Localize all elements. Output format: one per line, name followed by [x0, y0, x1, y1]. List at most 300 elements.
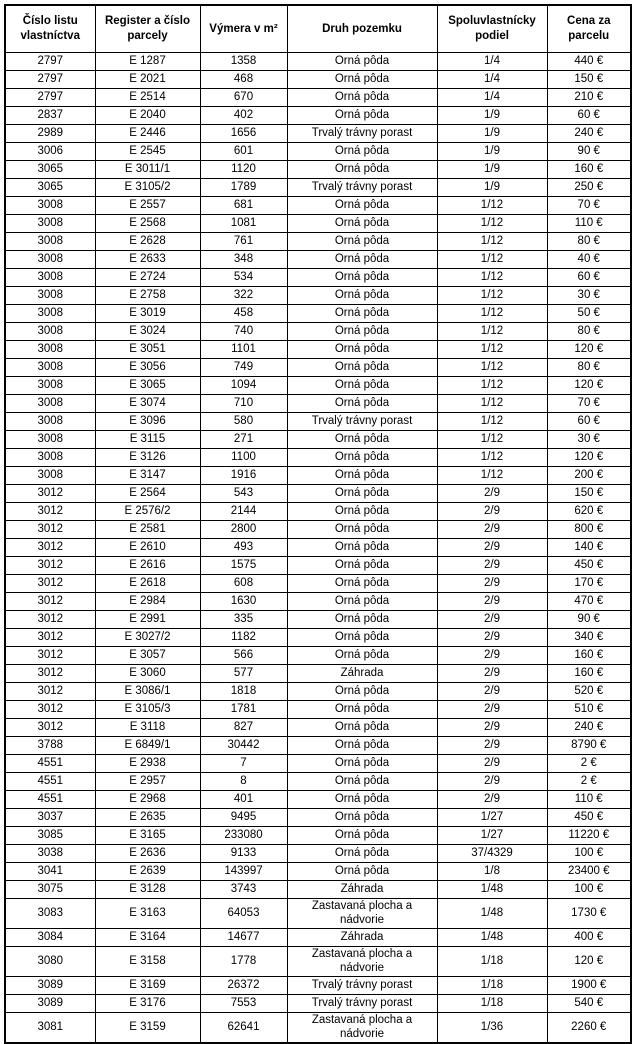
- table-row: [5, 947, 631, 977]
- cell-share: 1/8: [437, 863, 547, 881]
- cell-parcel: E 3057: [95, 647, 200, 665]
- cell-share: 1/9: [437, 179, 547, 197]
- cell-share: 37/4329: [437, 845, 547, 863]
- cell-price: 160 €: [547, 665, 631, 683]
- cell-parcel: E 2446: [95, 125, 200, 143]
- cell-lv: 3012: [5, 701, 95, 719]
- cell-parcel: E 2639: [95, 863, 200, 881]
- cell-share: 1/12: [437, 197, 547, 215]
- cell-land_type: Trvalý trávny porast: [287, 995, 437, 1013]
- table-row: [5, 881, 631, 899]
- table-row: [5, 125, 631, 143]
- cell-parcel: E 3115: [95, 431, 200, 449]
- cell-parcel: E 3105/3: [95, 701, 200, 719]
- cell-price: 150 €: [547, 485, 631, 503]
- cell-parcel: E 2957: [95, 773, 200, 791]
- cell-lv: 3008: [5, 341, 95, 359]
- cell-share: 1/18: [437, 977, 547, 995]
- cell-price: 40 €: [547, 251, 631, 269]
- cell-share: 2/9: [437, 557, 547, 575]
- table-row: [5, 647, 631, 665]
- cell-parcel: E 3065: [95, 377, 200, 395]
- cell-area: 62641: [200, 1013, 287, 1044]
- table-row: [5, 827, 631, 845]
- cell-share: 2/9: [437, 773, 547, 791]
- cell-price: 70 €: [547, 197, 631, 215]
- cell-share: 1/18: [437, 947, 547, 977]
- cell-price: 30 €: [547, 431, 631, 449]
- cell-lv: 3012: [5, 665, 95, 683]
- cell-price: 8790 €: [547, 737, 631, 755]
- cell-share: 2/9: [437, 611, 547, 629]
- cell-price: 120 €: [547, 377, 631, 395]
- cell-lv: 3008: [5, 287, 95, 305]
- cell-area: 26372: [200, 977, 287, 995]
- cell-land_type: Orná pôda: [287, 701, 437, 719]
- cell-land_type: Orná pôda: [287, 143, 437, 161]
- cell-price: 150 €: [547, 71, 631, 89]
- cell-share: 2/9: [437, 665, 547, 683]
- table-row: [5, 521, 631, 539]
- cell-parcel: E 3163: [95, 899, 200, 929]
- cell-land_type: Orná pôda: [287, 251, 437, 269]
- cell-share: 1/12: [437, 467, 547, 485]
- cell-area: 30442: [200, 737, 287, 755]
- table-row: [5, 845, 631, 863]
- cell-lv: 3012: [5, 719, 95, 737]
- cell-land_type: Trvalý trávny porast: [287, 125, 437, 143]
- cell-price: 160 €: [547, 161, 631, 179]
- cell-parcel: E 2984: [95, 593, 200, 611]
- cell-land_type: Orná pôda: [287, 593, 437, 611]
- cell-share: 1/4: [437, 71, 547, 89]
- cell-share: 1/12: [437, 287, 547, 305]
- cell-lv: 3012: [5, 539, 95, 557]
- cell-parcel: E 2610: [95, 539, 200, 557]
- cell-price: 60 €: [547, 107, 631, 125]
- table-row: [5, 683, 631, 701]
- table-row: [5, 665, 631, 683]
- table-row: [5, 611, 631, 629]
- cell-parcel: E 2968: [95, 791, 200, 809]
- cell-land_type: Orná pôda: [287, 539, 437, 557]
- cell-lv: 3085: [5, 827, 95, 845]
- cell-parcel: E 2568: [95, 215, 200, 233]
- cell-land_type: Orná pôda: [287, 521, 437, 539]
- cell-area: 1630: [200, 593, 287, 611]
- table-row: [5, 773, 631, 791]
- cell-lv: 4551: [5, 791, 95, 809]
- cell-land_type: Zastavaná plocha a nádvorie: [287, 1013, 437, 1044]
- table-row: [5, 323, 631, 341]
- table-row: [5, 701, 631, 719]
- cell-parcel: E 2545: [95, 143, 200, 161]
- cell-lv: 3012: [5, 503, 95, 521]
- cell-lv: 3012: [5, 611, 95, 629]
- cell-area: 1101: [200, 341, 287, 359]
- cell-price: 50 €: [547, 305, 631, 323]
- cell-land_type: Orná pôda: [287, 287, 437, 305]
- cell-lv: 3012: [5, 629, 95, 647]
- cell-parcel: E 3126: [95, 449, 200, 467]
- cell-parcel: E 2724: [95, 269, 200, 287]
- cell-lv: 3081: [5, 1013, 95, 1044]
- cell-parcel: E 3165: [95, 827, 200, 845]
- cell-share: 1/27: [437, 809, 547, 827]
- cell-land_type: Orná pôda: [287, 233, 437, 251]
- cell-parcel: E 2021: [95, 71, 200, 89]
- cell-price: 510 €: [547, 701, 631, 719]
- cell-price: 800 €: [547, 521, 631, 539]
- cell-land_type: Orná pôda: [287, 557, 437, 575]
- cell-parcel: E 2581: [95, 521, 200, 539]
- cell-land_type: Orná pôda: [287, 269, 437, 287]
- cell-land_type: Orná pôda: [287, 161, 437, 179]
- cell-share: 1/12: [437, 395, 547, 413]
- cell-area: 577: [200, 665, 287, 683]
- cell-parcel: E 2633: [95, 251, 200, 269]
- table-row: [5, 359, 631, 377]
- cell-area: 2800: [200, 521, 287, 539]
- cell-area: 143997: [200, 863, 287, 881]
- cell-lv: 3008: [5, 359, 95, 377]
- table-row: [5, 89, 631, 107]
- cell-price: 540 €: [547, 995, 631, 1013]
- cell-parcel: E 3051: [95, 341, 200, 359]
- cell-area: 566: [200, 647, 287, 665]
- table-row: [5, 377, 631, 395]
- cell-lv: 3075: [5, 881, 95, 899]
- cell-land_type: Orná pôda: [287, 449, 437, 467]
- table-row: [5, 53, 631, 71]
- cell-share: 2/9: [437, 629, 547, 647]
- cell-parcel: E 2635: [95, 809, 200, 827]
- cell-parcel: E 2991: [95, 611, 200, 629]
- cell-share: 1/36: [437, 1013, 547, 1044]
- cell-lv: 3008: [5, 269, 95, 287]
- cell-lv: 3089: [5, 995, 95, 1013]
- cell-price: 340 €: [547, 629, 631, 647]
- cell-lv: 3008: [5, 215, 95, 233]
- cell-parcel: E 3128: [95, 881, 200, 899]
- cell-price: 170 €: [547, 575, 631, 593]
- cell-parcel: E 3060: [95, 665, 200, 683]
- column-header-price: Cena za parcelu: [547, 5, 631, 53]
- cell-lv: 3089: [5, 977, 95, 995]
- table-row: [5, 449, 631, 467]
- cell-area: 271: [200, 431, 287, 449]
- cell-price: 90 €: [547, 611, 631, 629]
- cell-area: 8: [200, 773, 287, 791]
- cell-area: 543: [200, 485, 287, 503]
- cell-parcel: E 3118: [95, 719, 200, 737]
- cell-area: 1781: [200, 701, 287, 719]
- table-row: [5, 863, 631, 881]
- cell-price: 440 €: [547, 53, 631, 71]
- cell-area: 14677: [200, 929, 287, 947]
- cell-land_type: Orná pôda: [287, 215, 437, 233]
- cell-area: 1575: [200, 557, 287, 575]
- cell-area: 827: [200, 719, 287, 737]
- cell-share: 1/48: [437, 899, 547, 929]
- cell-parcel: E 2564: [95, 485, 200, 503]
- table-row: [5, 791, 631, 809]
- cell-lv: 3065: [5, 161, 95, 179]
- cell-lv: 3008: [5, 305, 95, 323]
- cell-lv: 3008: [5, 251, 95, 269]
- cell-lv: 3788: [5, 737, 95, 755]
- cell-parcel: E 2514: [95, 89, 200, 107]
- cell-area: 458: [200, 305, 287, 323]
- cell-area: 580: [200, 413, 287, 431]
- cell-share: 2/9: [437, 701, 547, 719]
- table-row: [5, 755, 631, 773]
- cell-land_type: Orná pôda: [287, 737, 437, 755]
- table-row: [5, 593, 631, 611]
- cell-land_type: Orná pôda: [287, 611, 437, 629]
- cell-area: 681: [200, 197, 287, 215]
- cell-land_type: Orná pôda: [287, 197, 437, 215]
- cell-land_type: Orná pôda: [287, 809, 437, 827]
- table-row: [5, 809, 631, 827]
- cell-land_type: Orná pôda: [287, 629, 437, 647]
- cell-share: 1/9: [437, 143, 547, 161]
- cell-lv: 2837: [5, 107, 95, 125]
- cell-share: 2/9: [437, 485, 547, 503]
- table-row: [5, 269, 631, 287]
- table-row: [5, 71, 631, 89]
- cell-price: 450 €: [547, 809, 631, 827]
- table-row: [5, 197, 631, 215]
- cell-land_type: Orná pôda: [287, 503, 437, 521]
- table-row: [5, 899, 631, 929]
- cell-parcel: E 3147: [95, 467, 200, 485]
- cell-parcel: E 2616: [95, 557, 200, 575]
- cell-land_type: Orná pôda: [287, 719, 437, 737]
- cell-parcel: E 3159: [95, 1013, 200, 1044]
- cell-land_type: Orná pôda: [287, 341, 437, 359]
- cell-area: 1818: [200, 683, 287, 701]
- cell-area: 1120: [200, 161, 287, 179]
- cell-lv: 3008: [5, 395, 95, 413]
- cell-land_type: Orná pôda: [287, 89, 437, 107]
- cell-lv: 3008: [5, 323, 95, 341]
- cell-price: 80 €: [547, 233, 631, 251]
- cell-share: 1/12: [437, 413, 547, 431]
- column-header-parcel: Register a číslo parcely: [95, 5, 200, 53]
- cell-land_type: Orná pôda: [287, 107, 437, 125]
- cell-land_type: Orná pôda: [287, 575, 437, 593]
- cell-land_type: Orná pôda: [287, 827, 437, 845]
- cell-land_type: Orná pôda: [287, 647, 437, 665]
- table-row: [5, 503, 631, 521]
- table-row: [5, 413, 631, 431]
- cell-area: 2144: [200, 503, 287, 521]
- cell-price: 90 €: [547, 143, 631, 161]
- table-row: [5, 485, 631, 503]
- column-header-area: Výmera v m²: [200, 5, 287, 53]
- cell-land_type: Orná pôda: [287, 773, 437, 791]
- cell-price: 80 €: [547, 359, 631, 377]
- cell-lv: 3008: [5, 197, 95, 215]
- cell-lv: 3008: [5, 467, 95, 485]
- cell-price: 470 €: [547, 593, 631, 611]
- cell-share: 1/12: [437, 233, 547, 251]
- column-header-land_type: Druh pozemku: [287, 5, 437, 53]
- cell-price: 1730 €: [547, 899, 631, 929]
- cell-land_type: Orná pôda: [287, 431, 437, 449]
- cell-price: 200 €: [547, 467, 631, 485]
- cell-parcel: E 3027/2: [95, 629, 200, 647]
- cell-land_type: Orná pôda: [287, 377, 437, 395]
- cell-land_type: Orná pôda: [287, 323, 437, 341]
- cell-lv: 3008: [5, 431, 95, 449]
- cell-lv: 3080: [5, 947, 95, 977]
- cell-lv: 2989: [5, 125, 95, 143]
- cell-lv: 3008: [5, 413, 95, 431]
- cell-lv: 2797: [5, 89, 95, 107]
- cell-lv: 3012: [5, 683, 95, 701]
- cell-share: 2/9: [437, 539, 547, 557]
- cell-share: 1/18: [437, 995, 547, 1013]
- cell-share: 1/4: [437, 89, 547, 107]
- cell-area: 493: [200, 539, 287, 557]
- table-row: [5, 719, 631, 737]
- cell-area: 1778: [200, 947, 287, 977]
- cell-share: 2/9: [437, 503, 547, 521]
- cell-area: 534: [200, 269, 287, 287]
- cell-area: 710: [200, 395, 287, 413]
- cell-lv: 3041: [5, 863, 95, 881]
- cell-lv: 3012: [5, 485, 95, 503]
- table-row: [5, 215, 631, 233]
- cell-price: 620 €: [547, 503, 631, 521]
- cell-price: 30 €: [547, 287, 631, 305]
- cell-lv: 3008: [5, 449, 95, 467]
- cell-lv: 3038: [5, 845, 95, 863]
- cell-lv: 3008: [5, 377, 95, 395]
- cell-price: 1900 €: [547, 977, 631, 995]
- cell-area: 1094: [200, 377, 287, 395]
- cell-lv: 4551: [5, 755, 95, 773]
- cell-share: 2/9: [437, 719, 547, 737]
- cell-lv: 3008: [5, 233, 95, 251]
- cell-parcel: E 3096: [95, 413, 200, 431]
- cell-lv: 3012: [5, 593, 95, 611]
- cell-area: 468: [200, 71, 287, 89]
- table-row: [5, 737, 631, 755]
- cell-parcel: E 2636: [95, 845, 200, 863]
- table-row: [5, 977, 631, 995]
- cell-lv: 3006: [5, 143, 95, 161]
- cell-area: 1358: [200, 53, 287, 71]
- cell-area: 348: [200, 251, 287, 269]
- cell-lv: 4551: [5, 773, 95, 791]
- cell-price: 120 €: [547, 947, 631, 977]
- table-row: [5, 467, 631, 485]
- cell-price: 100 €: [547, 845, 631, 863]
- cell-lv: 2797: [5, 53, 95, 71]
- cell-area: 1789: [200, 179, 287, 197]
- cell-share: 1/12: [437, 431, 547, 449]
- table-row: [5, 341, 631, 359]
- cell-parcel: E 3011/1: [95, 161, 200, 179]
- cell-share: 2/9: [437, 755, 547, 773]
- cell-price: 400 €: [547, 929, 631, 947]
- cell-parcel: E 2618: [95, 575, 200, 593]
- cell-price: 70 €: [547, 395, 631, 413]
- cell-area: 601: [200, 143, 287, 161]
- table-row: [5, 557, 631, 575]
- table-row: [5, 251, 631, 269]
- cell-land_type: Záhrada: [287, 665, 437, 683]
- cell-parcel: E 3164: [95, 929, 200, 947]
- cell-parcel: E 2040: [95, 107, 200, 125]
- cell-lv: 3012: [5, 521, 95, 539]
- cell-lv: 3012: [5, 647, 95, 665]
- cell-price: 11220 €: [547, 827, 631, 845]
- cell-area: 761: [200, 233, 287, 251]
- cell-land_type: Záhrada: [287, 929, 437, 947]
- cell-lv: 3012: [5, 575, 95, 593]
- cell-share: 2/9: [437, 647, 547, 665]
- cell-share: 2/9: [437, 521, 547, 539]
- table-row: [5, 1013, 631, 1044]
- cell-land_type: Orná pôda: [287, 359, 437, 377]
- cell-area: 1656: [200, 125, 287, 143]
- table-body: [5, 53, 631, 1044]
- cell-area: 3743: [200, 881, 287, 899]
- cell-share: 2/9: [437, 575, 547, 593]
- cell-area: 7: [200, 755, 287, 773]
- table-row: [5, 929, 631, 947]
- cell-share: 1/12: [437, 359, 547, 377]
- cell-area: 1182: [200, 629, 287, 647]
- cell-parcel: E 1287: [95, 53, 200, 71]
- parcel-table: [4, 4, 632, 1044]
- cell-lv: 3065: [5, 179, 95, 197]
- cell-price: 140 €: [547, 539, 631, 557]
- cell-price: 80 €: [547, 323, 631, 341]
- cell-area: 64053: [200, 899, 287, 929]
- table-row: [5, 233, 631, 251]
- column-header-share: Spoluvlastnícky podiel: [437, 5, 547, 53]
- cell-parcel: E 3105/2: [95, 179, 200, 197]
- cell-share: 1/12: [437, 341, 547, 359]
- cell-price: 250 €: [547, 179, 631, 197]
- cell-land_type: Orná pôda: [287, 53, 437, 71]
- cell-price: 110 €: [547, 791, 631, 809]
- cell-land_type: Orná pôda: [287, 71, 437, 89]
- table-row: [5, 287, 631, 305]
- cell-share: 1/9: [437, 125, 547, 143]
- cell-share: 1/48: [437, 929, 547, 947]
- cell-share: 1/12: [437, 215, 547, 233]
- cell-price: 23400 €: [547, 863, 631, 881]
- cell-price: 2 €: [547, 773, 631, 791]
- cell-price: 120 €: [547, 341, 631, 359]
- cell-parcel: E 6849/1: [95, 737, 200, 755]
- table-row: [5, 107, 631, 125]
- cell-land_type: Orná pôda: [287, 791, 437, 809]
- cell-area: 670: [200, 89, 287, 107]
- cell-parcel: E 3176: [95, 995, 200, 1013]
- cell-share: 1/12: [437, 377, 547, 395]
- cell-area: 233080: [200, 827, 287, 845]
- cell-area: 401: [200, 791, 287, 809]
- cell-parcel: E 3158: [95, 947, 200, 977]
- cell-area: 335: [200, 611, 287, 629]
